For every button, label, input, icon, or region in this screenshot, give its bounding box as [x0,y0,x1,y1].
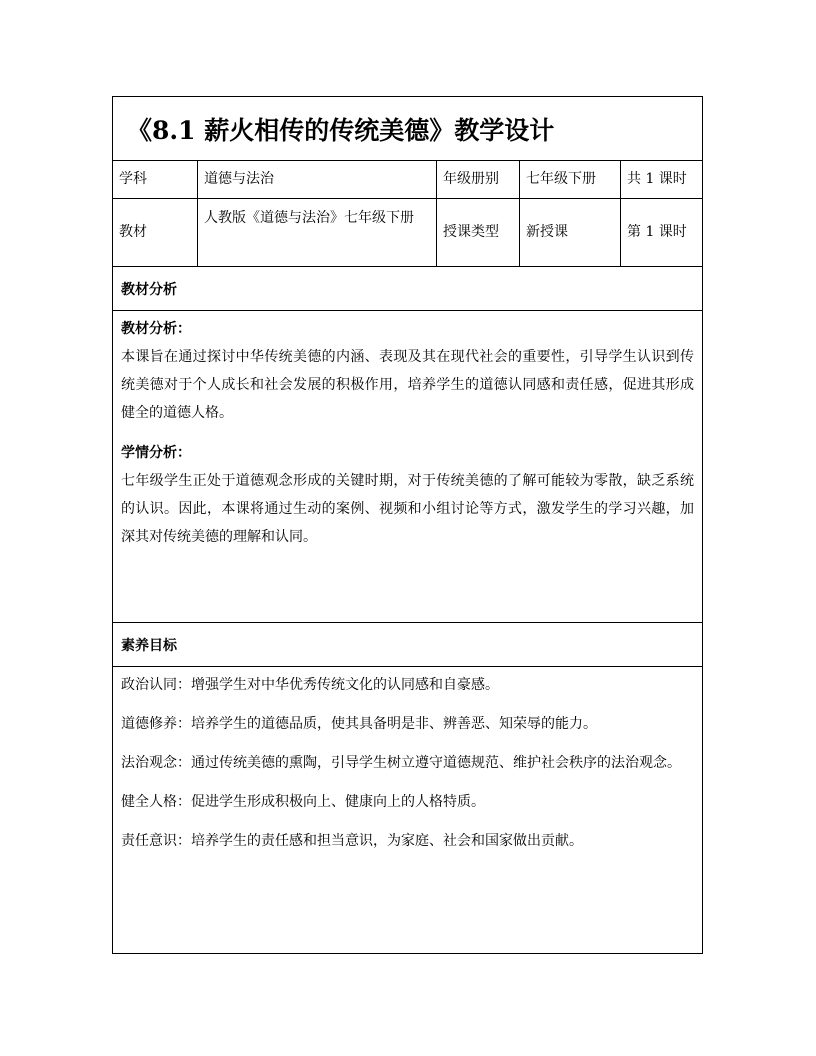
lesson-number: 第 1 课时 [627,224,687,240]
textbook-analysis-block [113,311,702,623]
info-row-subject [113,161,702,199]
textbook-section-heading: 教材分析 [113,267,702,311]
goal-item: 法治观念：通过传统美德的熏陶，引导学生树立遵守道德规范、维护社会秩序的法治观念。 [121,755,681,771]
total-hours: 共 1 课时 [627,171,687,187]
goal-item: 责任意识：培养学生的责任感和担当意识，为家庭、社会和国家做出贡献。 [121,833,583,849]
subject-label: 学科 [113,161,198,198]
analysis-paragraph: 本课旨在通过探讨中华传统美德的内涵、表现及其在现代社会的重要性，引导学生认识到传统美德对于个人成长和社会发展的积极作用，培养学生的道德认同感和责任感，促进其形成健全的道德人格。 [121,349,694,421]
goal-item: 政治认同：增强学生对中华优秀传统文化的认同感和自豪感。 [121,677,499,693]
textbook-value: 人教版《道德与法治》七年级下册 [198,199,437,266]
goals-section-heading: 素养目标 [113,623,702,667]
info-row-textbook [113,199,702,267]
document-title: 《8.1 薪火相传的传统美德》教学设计 [113,97,702,161]
type-label: 授课类型 [437,199,520,266]
goal-item: 道德修养：培养学生的道德品质，使其具备明是非、辨善恶、知荣辱的能力。 [121,716,597,732]
student-analysis-paragraph: 七年级学生正处于道德观念形成的关键时期，对于传统美德的了解可能较为零散，缺乏系统的认识。因此，本课将通过生动的案例、视频和小组讨论等方式，激发学生的学习兴趣，加深其对传统美德的理解和认同。 [121,473,694,545]
student-analysis-subheading: 学情分析： [121,445,191,461]
goal-item: 健全人格：促进学生形成积极向上、健康向上的人格特质。 [121,794,485,810]
lesson-plan-document [112,96,703,954]
goals-block [113,667,702,952]
type-value: 新授课 [520,199,621,266]
subject-value: 道德与法治 [198,161,437,198]
textbook-label: 教材 [113,199,198,266]
grade-label: 年级册别 [437,161,520,198]
analysis-subheading: 教材分析： [121,321,191,337]
grade-value: 七年级下册 [520,161,621,198]
